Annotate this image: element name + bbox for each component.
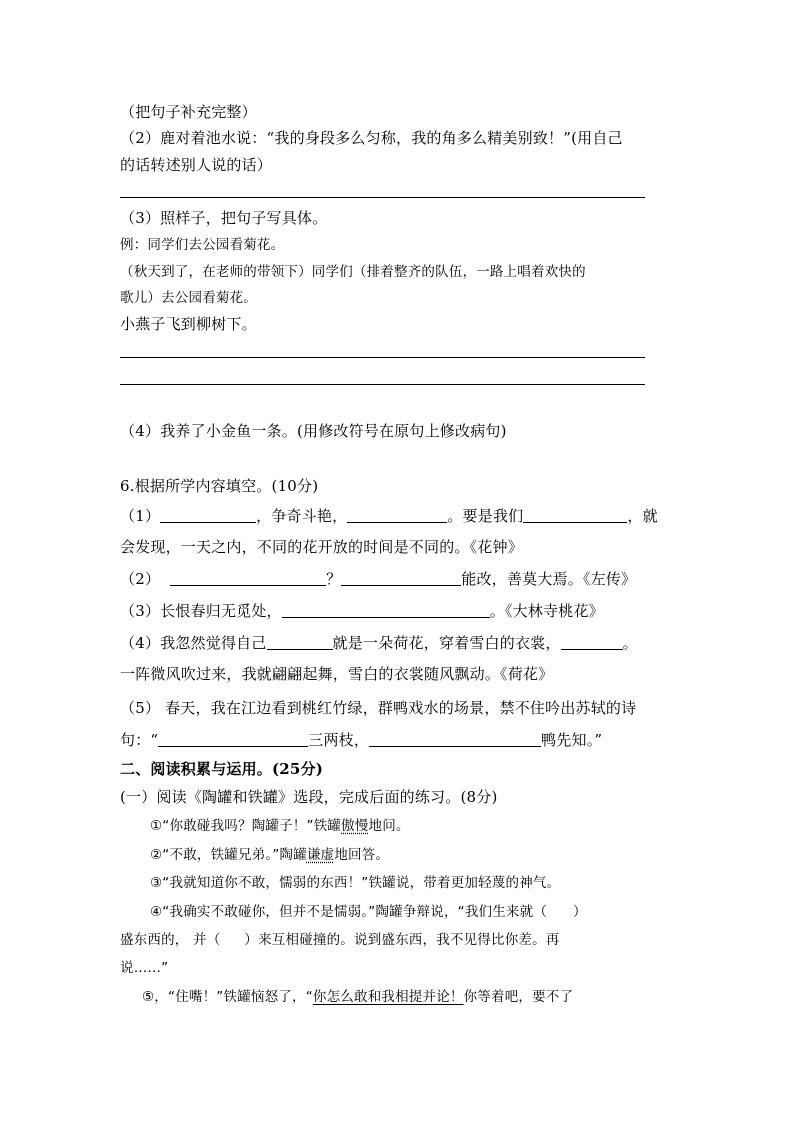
passage-para-3: ③“我就知道你不敢，懦弱的东西！”铁罐说，带着更加轻蔑的神气。 — [150, 875, 561, 891]
q5-item4: （4）我养了小金鱼一条。(用修改符号在原句上修改病句) — [120, 422, 507, 440]
blank-1-2[interactable] — [347, 506, 447, 523]
q6-line4: （4）我忽然觉得自己 就是一朵荷花，穿着雪白的衣裳， 。 — [120, 634, 638, 652]
part2-title: 二、阅读积累与运用。(25分) — [120, 760, 324, 778]
q6-line1-cont: 会发现，一天之内，不同的花开放的时间是不同的。《花钟》 — [120, 538, 523, 556]
blank-2-1[interactable] — [170, 569, 326, 586]
q5-item3-title: （3）照样子，把句子写具体。 — [120, 209, 328, 227]
blank-1-1[interactable] — [160, 506, 256, 523]
q5-example: 例：同学们去公园看菊花。 — [120, 237, 285, 253]
q6-title: 6.根据所学内容填空。(10分) — [120, 477, 319, 495]
q5-item2-line1: （2）鹿对着池水说：“我的身段多么匀称，我的角多么精美别致！”(用自己 — [120, 129, 623, 147]
q5-note: （把句子补充完整） — [120, 103, 257, 121]
blank-4-1[interactable] — [267, 633, 333, 650]
blank-5-1[interactable] — [158, 730, 308, 747]
blank-4-2[interactable] — [561, 633, 623, 650]
q6-line1: （1） ，争奇斗艳， 。要是我们 ，就 — [120, 507, 658, 525]
blank-3-1[interactable] — [282, 601, 490, 618]
passage-para-4-end: 说……” — [120, 960, 169, 976]
blank-5-2[interactable] — [369, 730, 541, 747]
passage-para-5: ⑤，“住嘴！”铁罐恼怒了，“你怎么敢和我相提并论！你等着吧，要不了 — [142, 989, 574, 1005]
passage-para-4-cont: 盛东西的， 并（ ）来互相碰撞的。说到盛东西，我不见得比你差。再 — [120, 932, 560, 948]
blank-1-3[interactable] — [523, 506, 627, 523]
answer-line-item2[interactable] — [120, 197, 645, 198]
q6-line4-cont: 一阵微风吹过来，我就翩翩起舞，雪白的衣裳随风飘动。《荷花》 — [120, 665, 554, 683]
q5-item2-line2: 的话转述别人说的话） — [120, 156, 273, 174]
q6-line5-cont: 句：“ 三两枝， 鸭先知。” — [120, 731, 603, 749]
q5-expanded-line2: 歌儿）去公园看菊花。 — [120, 290, 257, 306]
answer-line-item3-a[interactable] — [120, 357, 645, 358]
q5-expanded-line1: （秋天到了，在老师的带领下）同学们（排着整齐的队伍，一路上唱着欢快的 — [120, 264, 586, 280]
passage-para-2: ②“不敢，铁罐兄弟。”陶罐谦虚地回答。 — [150, 847, 390, 863]
q6-line5: （5） 春天，我在江边看到桃红竹绿，群鸭戏水的场景，禁不住吟出苏轼的诗 — [120, 699, 637, 717]
q6-line2: （2） ？ 能改，善莫大焉。《左传》 — [120, 570, 637, 588]
q6-line3: （3）长恨春归无觅处， 。《大林寺桃花》 — [120, 602, 604, 620]
passage-para-1: ①“你敢碰我吗？陶罐子！”铁罐傲慢地问。 — [150, 818, 410, 834]
blank-2-2[interactable] — [341, 569, 461, 586]
passage-para-4: ④“我确实不敢碰你，但并不是懦弱。”陶罐争辩说，“我们生来就（ ） — [150, 904, 587, 920]
part2-sub1: (一）阅读《陶罐和铁罐》选段，完成后面的练习。(8分) — [120, 788, 498, 806]
answer-line-item3-b[interactable] — [120, 384, 645, 385]
q5-task-sentence: 小燕子飞到柳树下。 — [120, 315, 257, 333]
